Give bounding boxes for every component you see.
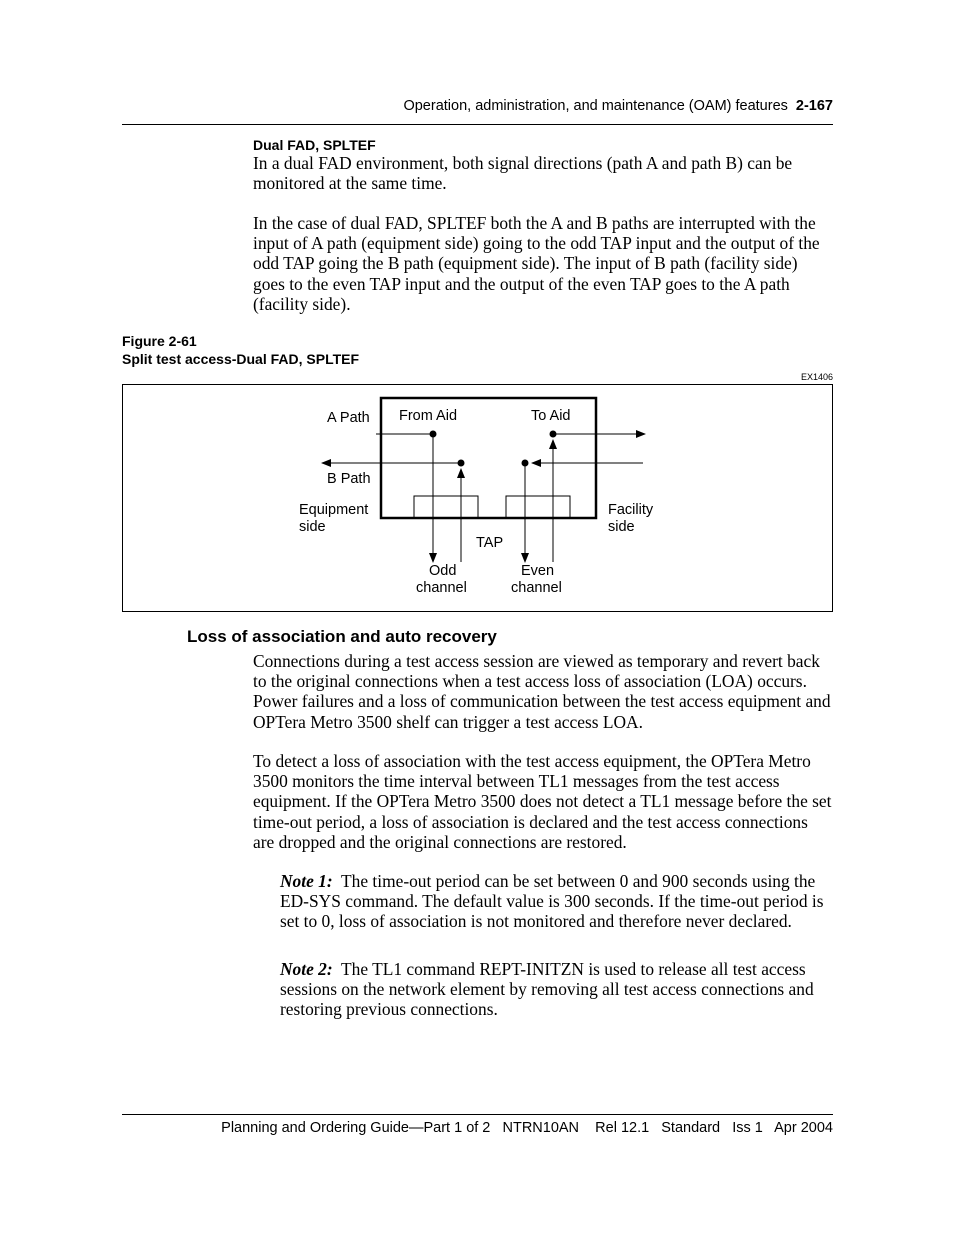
odd-tap-box — [414, 496, 478, 518]
figure-number: Figure 2-61 — [122, 333, 197, 349]
note-1-label: Note 1: — [280, 871, 333, 891]
equipment-side-label-line-2: side — [299, 519, 326, 535]
b-path-label: B Path — [327, 471, 371, 487]
odd-channel-label-line-1: Odd — [429, 563, 457, 579]
dual-fad-paragraph-2: In the case of dual FAD, SPLTEF both the A and B paths are interrupted with the input of A path (equipment side) going to the odd TAP input and the output of the odd TAP going the B path (equipment side). The input of B path (facility side) goes to the even TAP input and the output of the even TAP goes to the A path (facility side). — [253, 213, 820, 314]
equipment-side-label-line-1: Equipment — [299, 502, 369, 518]
dual-fad-subheading: Dual FAD, SPLTEF — [253, 137, 376, 153]
split-test-access-diagram — [123, 385, 832, 611]
dual-fad-paragraph-1: In a dual FAD environment, both signal directions (path A and path B) can be monitored at the same time. — [253, 153, 793, 194]
note-1-text: The time-out period can be set between 0 and 900 seconds using the ED-SYS command. The default value is 300 seconds. If the time-out period is set to 0, loss of association is not monitored and therefore never declared. — [280, 871, 824, 932]
even-channel-label-line-1: Even — [521, 563, 555, 579]
figure-id: EX1406 — [800, 372, 833, 382]
header-rule — [122, 124, 833, 125]
even-channel-label-line-2: channel — [511, 580, 562, 596]
from-aid-label: From Aid — [399, 408, 458, 424]
loss-section-heading: Loss of association and auto recovery — [187, 627, 497, 646]
footer-doc-number: NTRN10AN — [502, 1120, 580, 1136]
loss-paragraph-2: To detect a loss of association with the test access equipment, the OPTera Metro 3500 monitors the time interval between TL1 messages from the test access equipment. If the OPTera Metro 3500 does not detect a TL1 message before the set time-out period, a loss of association is declared and the test access connections are dropped and the original connections are restored. — [253, 751, 832, 852]
even-tap-box — [506, 496, 570, 518]
figure-frame — [122, 384, 833, 612]
note-2-label: Note 2: — [280, 959, 333, 979]
facility-side-label-line-2: side — [608, 519, 635, 535]
odd-channel-label-line-2: channel — [416, 580, 467, 596]
b-path-equipment-node — [458, 460, 465, 467]
to-aid-label: To Aid — [531, 408, 571, 424]
facility-side-label-line-1: Facility — [608, 502, 654, 518]
to-aid-node — [550, 431, 557, 438]
footer-release: Rel 12.1 — [595, 1120, 650, 1136]
a-path-label: A Path — [327, 410, 370, 426]
figure-caption: Split test access-Dual FAD, SPLTEF — [122, 351, 360, 367]
footer-rule — [122, 1114, 833, 1115]
header-title: Operation, administration, and maintenance (OAM) features — [403, 98, 788, 114]
page-header — [403, 98, 833, 114]
loss-paragraph-1: Connections during a test access session are viewed as temporary and revert back to the original connections when a test access loss of association (LOA) occurs. Power failures and a loss of communication between the test access equipment and OPTera Metro 3500 shelf can trigger a test access LOA. — [253, 651, 831, 732]
tap-label: TAP — [476, 535, 504, 551]
page-footer — [221, 1120, 833, 1136]
note-2 — [280, 959, 833, 1020]
note-2-text: The TL1 command REPT-INITZN is used to release all test access sessions on the network element by removing all test access connections and restoring previous connections. — [280, 959, 814, 1020]
footer-date: Apr 2004 — [774, 1120, 833, 1136]
page-number: 2-167 — [795, 98, 833, 114]
footer-issue: Iss 1 — [732, 1120, 763, 1136]
footer-guide: Planning and Ordering Guide—Part 1 of 2 — [221, 1120, 491, 1136]
note-1 — [280, 871, 833, 932]
footer-status: Standard — [661, 1120, 721, 1136]
